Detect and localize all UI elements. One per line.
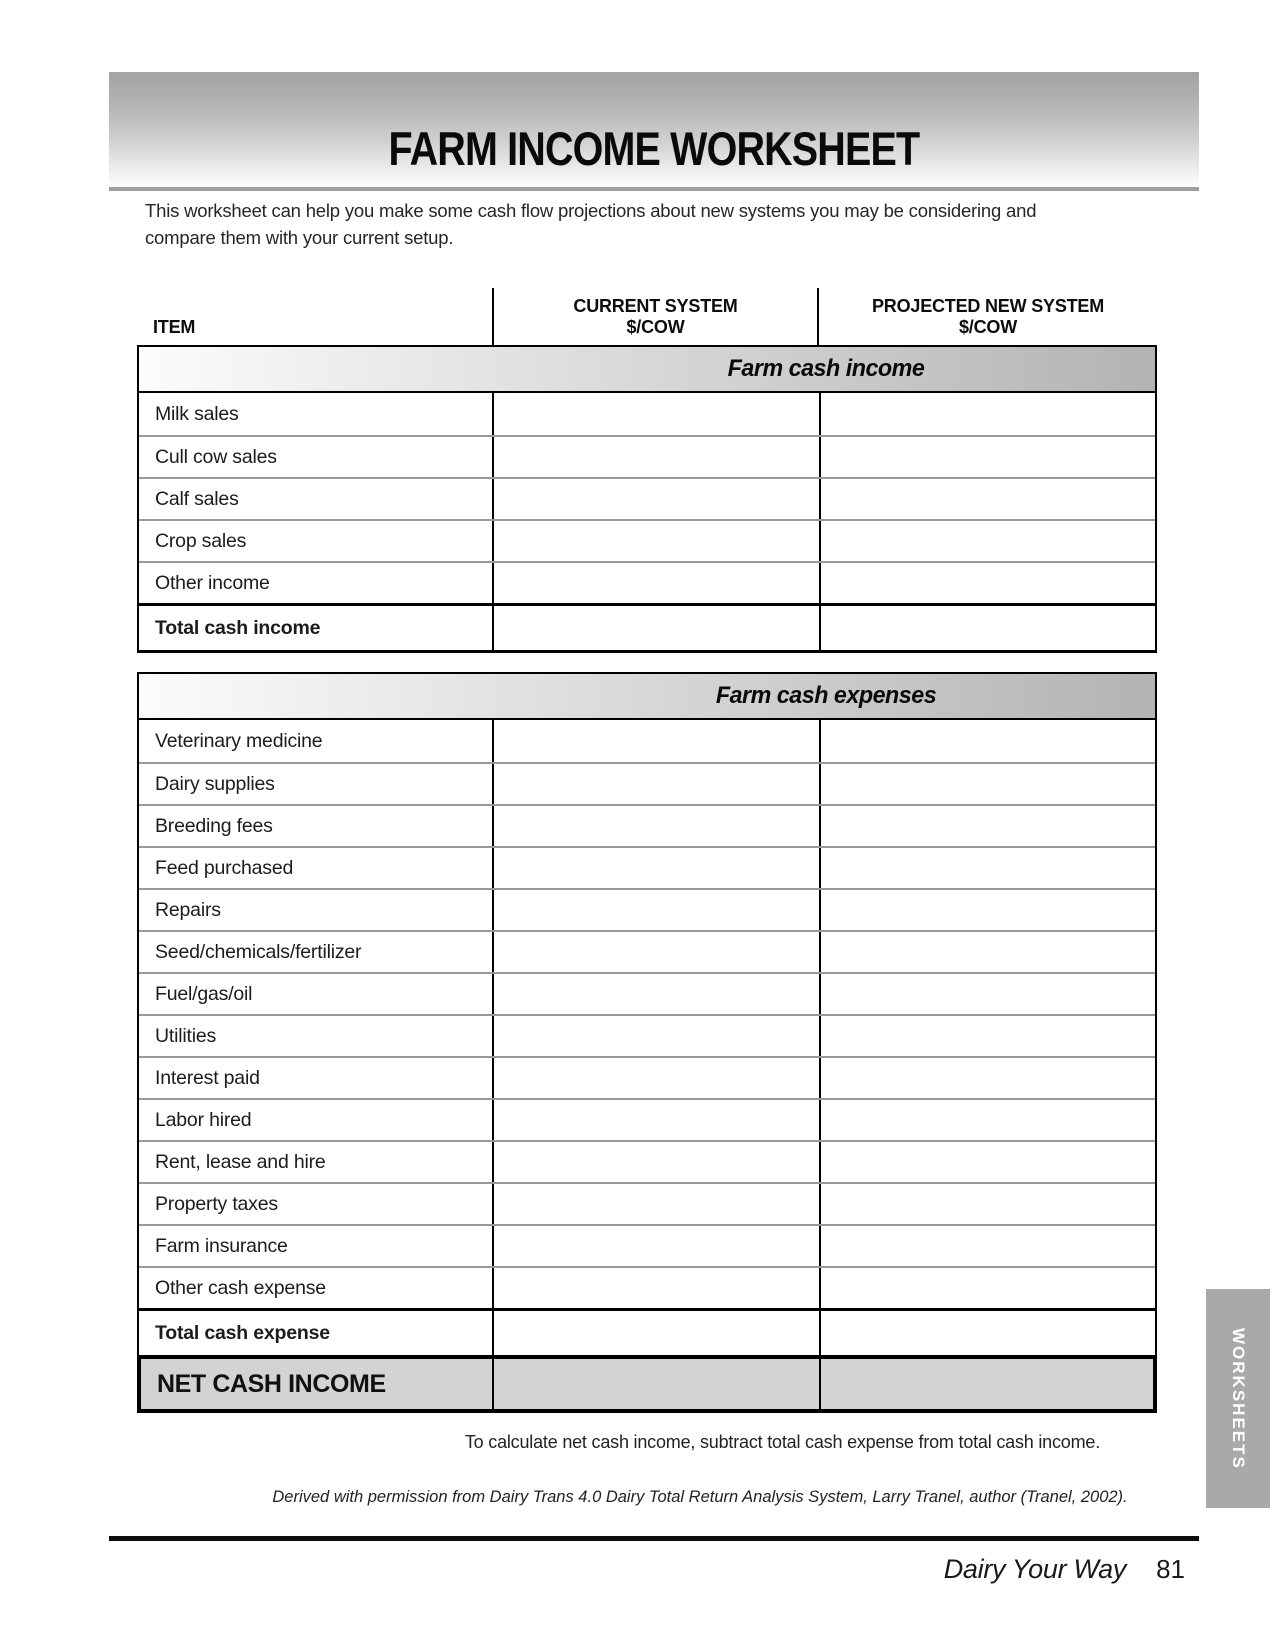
calculation-note: To calculate net cash income, subtract total cash expense from total cash income. (464, 1432, 1100, 1452)
table-header-row (137, 288, 1157, 345)
current-system-cell[interactable] (494, 806, 821, 846)
projected-system-cell[interactable] (821, 720, 1155, 762)
current-system-cell[interactable] (494, 479, 821, 519)
item-label: Repairs (139, 890, 494, 930)
current-system-cell[interactable] (494, 393, 821, 435)
item-label: Interest paid (139, 1058, 494, 1098)
intro-text: This worksheet can help you make some cash flow projections about new systems you may be considering and compare them with your current setup. (145, 200, 1037, 248)
projected-system-cell[interactable] (821, 606, 1155, 650)
projected-system-cell[interactable] (821, 1184, 1155, 1224)
item-label: Labor hired (139, 1100, 494, 1140)
column-header-current-system-unit: $/COW (626, 316, 685, 337)
footer-rule (109, 1536, 1199, 1541)
current-system-cell[interactable] (494, 890, 821, 930)
projected-system-cell[interactable] (821, 806, 1155, 846)
item-label: Breeding fees (139, 806, 494, 846)
projected-system-cell[interactable] (821, 521, 1155, 561)
total-cash-income-row (139, 603, 1155, 650)
table-row (139, 1266, 1155, 1308)
current-system-cell[interactable] (494, 437, 821, 477)
projected-system-cell[interactable] (821, 890, 1155, 930)
current-system-cell[interactable] (494, 764, 821, 804)
table-row (139, 804, 1155, 846)
current-system-cell[interactable] (494, 1359, 821, 1409)
page-footer (944, 1554, 1185, 1585)
current-system-cell[interactable] (494, 606, 821, 650)
expenses-section-header (139, 674, 1155, 720)
projected-system-cell[interactable] (821, 1016, 1155, 1056)
item-label: Calf sales (139, 479, 494, 519)
projected-system-cell[interactable] (821, 1142, 1155, 1182)
projected-system-cell[interactable] (821, 974, 1155, 1014)
current-system-cell[interactable] (494, 521, 821, 561)
item-label: Seed/chemicals/fertilizer (139, 932, 494, 972)
table-row (139, 972, 1155, 1014)
current-system-cell[interactable] (494, 720, 821, 762)
net-cash-income-row (137, 1355, 1157, 1413)
projected-system-cell[interactable] (821, 563, 1155, 603)
table-row (139, 930, 1155, 972)
table-row (139, 519, 1155, 561)
income-section-header-label: Farm cash income (727, 355, 925, 382)
item-label: Other cash expense (139, 1268, 494, 1308)
title-banner (109, 72, 1199, 185)
page-number: 81 (1156, 1554, 1185, 1584)
item-label: Property taxes (139, 1184, 494, 1224)
current-system-cell[interactable] (494, 1058, 821, 1098)
table-row (139, 846, 1155, 888)
item-label: Crop sales (139, 521, 494, 561)
projected-system-cell[interactable] (821, 1058, 1155, 1098)
total-cash-income-label: Total cash income (139, 606, 494, 650)
income-section-header (139, 347, 1155, 393)
expenses-section-table (137, 672, 1157, 1355)
table-row (139, 762, 1155, 804)
table-row (139, 393, 1155, 435)
current-system-cell[interactable] (494, 848, 821, 888)
projected-system-cell[interactable] (821, 1359, 1153, 1409)
projected-system-cell[interactable] (821, 1268, 1155, 1308)
item-label: Dairy supplies (139, 764, 494, 804)
current-system-cell[interactable] (494, 1311, 821, 1355)
current-system-cell[interactable] (494, 1226, 821, 1266)
current-system-cell[interactable] (494, 1184, 821, 1224)
projected-system-cell[interactable] (821, 479, 1155, 519)
column-header-projected-system-label: PROJECTED NEW SYSTEM (871, 295, 1105, 316)
table-row (139, 1182, 1155, 1224)
current-system-cell[interactable] (494, 1016, 821, 1056)
table-row (139, 435, 1155, 477)
item-label: Utilities (139, 1016, 494, 1056)
item-label: Milk sales (139, 393, 494, 435)
column-header-current-system (492, 288, 819, 345)
table-row (139, 1098, 1155, 1140)
table-row (139, 720, 1155, 762)
total-cash-expense-row (139, 1308, 1155, 1355)
table-row (139, 1056, 1155, 1098)
item-label: Cull cow sales (139, 437, 494, 477)
item-label: Veterinary medicine (139, 720, 494, 762)
projected-system-cell[interactable] (821, 764, 1155, 804)
current-system-cell[interactable] (494, 932, 821, 972)
expenses-section-header-label: Farm cash expenses (715, 682, 937, 709)
table-row (139, 1140, 1155, 1182)
column-header-projected-system-unit: $/COW (958, 316, 1017, 337)
projected-system-cell[interactable] (821, 1226, 1155, 1266)
current-system-cell[interactable] (494, 1268, 821, 1308)
total-cash-expense-label: Total cash expense (139, 1311, 494, 1355)
table-row (139, 1224, 1155, 1266)
net-cash-income-label: NET CASH INCOME (141, 1359, 494, 1409)
projected-system-cell[interactable] (821, 1100, 1155, 1140)
item-label: Fuel/gas/oil (139, 974, 494, 1014)
worksheets-side-tab-label: WORKSHEETS (1229, 1327, 1248, 1470)
current-system-cell[interactable] (494, 1100, 821, 1140)
farm-income-worksheet-table (137, 288, 1157, 1413)
projected-system-cell[interactable] (821, 932, 1155, 972)
table-row (139, 888, 1155, 930)
book-title: Dairy Your Way (943, 1554, 1127, 1584)
column-header-projected-system (819, 288, 1157, 345)
current-system-cell[interactable] (494, 1142, 821, 1182)
projected-system-cell[interactable] (821, 393, 1155, 435)
attribution-note: Derived with permission from Dairy Trans 4.0 Dairy Total Return Analysis System, Larry Tranel, author (Tranel, 2002). (272, 1488, 1128, 1506)
column-header-item: ITEM (153, 317, 196, 337)
current-system-cell[interactable] (494, 974, 821, 1014)
projected-system-cell[interactable] (821, 848, 1155, 888)
worksheets-side-tab (1206, 1289, 1270, 1508)
item-label: Farm insurance (139, 1226, 494, 1266)
current-system-cell[interactable] (494, 563, 821, 603)
projected-system-cell[interactable] (821, 437, 1155, 477)
table-row (139, 1014, 1155, 1056)
banner-underline-rule (109, 187, 1199, 191)
income-section-table (137, 345, 1157, 653)
table-row (139, 561, 1155, 603)
page-title: FARM INCOME WORKSHEET (388, 122, 920, 175)
column-header-current-system-label: CURRENT SYSTEM (573, 295, 738, 316)
item-label: Feed purchased (139, 848, 494, 888)
item-label: Other income (139, 563, 494, 603)
item-label: Rent, lease and hire (139, 1142, 494, 1182)
table-row (139, 477, 1155, 519)
projected-system-cell[interactable] (821, 1311, 1155, 1355)
